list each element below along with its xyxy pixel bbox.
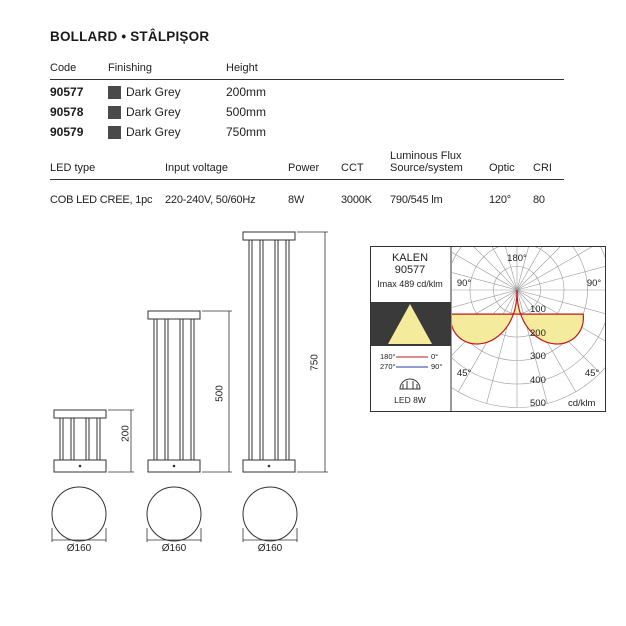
header-code: Code (50, 62, 77, 74)
variant-code: 90577 (50, 85, 84, 99)
finish-swatch (108, 126, 121, 139)
height-dimension-500: 500 (214, 385, 226, 402)
header-cri: CRI (533, 162, 552, 174)
angle-90-right: 90° (586, 278, 602, 289)
angle-180: 180° (507, 253, 527, 264)
bollard-200-top-view (52, 487, 106, 541)
spec-optic: 120° (489, 194, 511, 206)
finish-swatch (108, 106, 121, 119)
diameter-label: Ø160 (257, 543, 283, 554)
header-finishing: Finishing (108, 62, 153, 74)
header-led-type: LED type (50, 162, 96, 174)
bollard-500-elevation (148, 311, 200, 472)
divider (50, 179, 564, 180)
spec-cct: 3000K (341, 194, 372, 206)
variant-height: 200mm (226, 85, 267, 99)
spec-input-voltage: 220-240V, 50/60Hz (165, 194, 256, 206)
finish-swatch (108, 86, 121, 99)
spec-led-type: COB LED CREE, 1pc (50, 194, 153, 206)
bollard-drawings (0, 220, 360, 560)
led-label: LED 8W (394, 395, 426, 405)
spec-flux: 790/545 lm (390, 194, 443, 206)
legend-90: 90° (431, 362, 443, 371)
height-dimension-200: 200 (120, 425, 132, 442)
variant-finishing: Dark Grey (126, 105, 181, 119)
variant-finishing: Dark Grey (126, 125, 181, 139)
divider (50, 79, 564, 80)
radial-200: 200 (530, 328, 546, 339)
angle-45-right: 45° (584, 368, 600, 379)
bollard-750-elevation (243, 232, 295, 472)
diameter-label: Ø160 (66, 543, 92, 554)
radial-500: 500 (530, 398, 546, 409)
photometric-diagram (370, 246, 606, 412)
header-optic: Optic (489, 162, 515, 174)
variant-code: 90579 (50, 125, 84, 139)
angle-90-left: 90° (456, 278, 472, 289)
variant-finishing: Dark Grey (126, 85, 181, 99)
legend-180: 180° (380, 352, 396, 361)
legend-0: 0° (431, 352, 439, 361)
bollard-500-top-view (147, 487, 201, 541)
luminaire-code: 90577 (394, 264, 426, 276)
header-input-voltage: Input voltage (165, 162, 228, 174)
header-power: Power (288, 162, 320, 174)
header-height: Height (226, 62, 258, 74)
height-dimension-750: 750 (309, 354, 321, 371)
variant-height: 750mm (226, 125, 267, 139)
imax-value: Imax 489 cd/klm (377, 279, 443, 289)
page-title: BOLLARD • STÂLPIȘOR (50, 29, 210, 44)
radial-400: 400 (530, 375, 546, 386)
luminaire-name: KALEN (391, 252, 429, 264)
variant-height: 500mm (226, 105, 267, 119)
angle-45-left: 45° (456, 368, 472, 379)
header-luminous-flux: Luminous Flux (390, 150, 462, 162)
radial-100: 100 (530, 304, 546, 315)
radial-300: 300 (530, 351, 546, 362)
bollard-200-elevation (54, 410, 106, 472)
diameter-label: Ø160 (161, 543, 187, 554)
spec-power: 8W (288, 194, 305, 206)
spec-cri: 80 (533, 194, 545, 206)
variant-code: 90578 (50, 105, 84, 119)
header-cct: CCT (341, 162, 364, 174)
header-source-system: Source/system (390, 162, 463, 174)
unit-label: cd/klm (568, 398, 596, 409)
legend-270: 270° (380, 362, 396, 371)
bollard-750-top-view (243, 487, 297, 541)
